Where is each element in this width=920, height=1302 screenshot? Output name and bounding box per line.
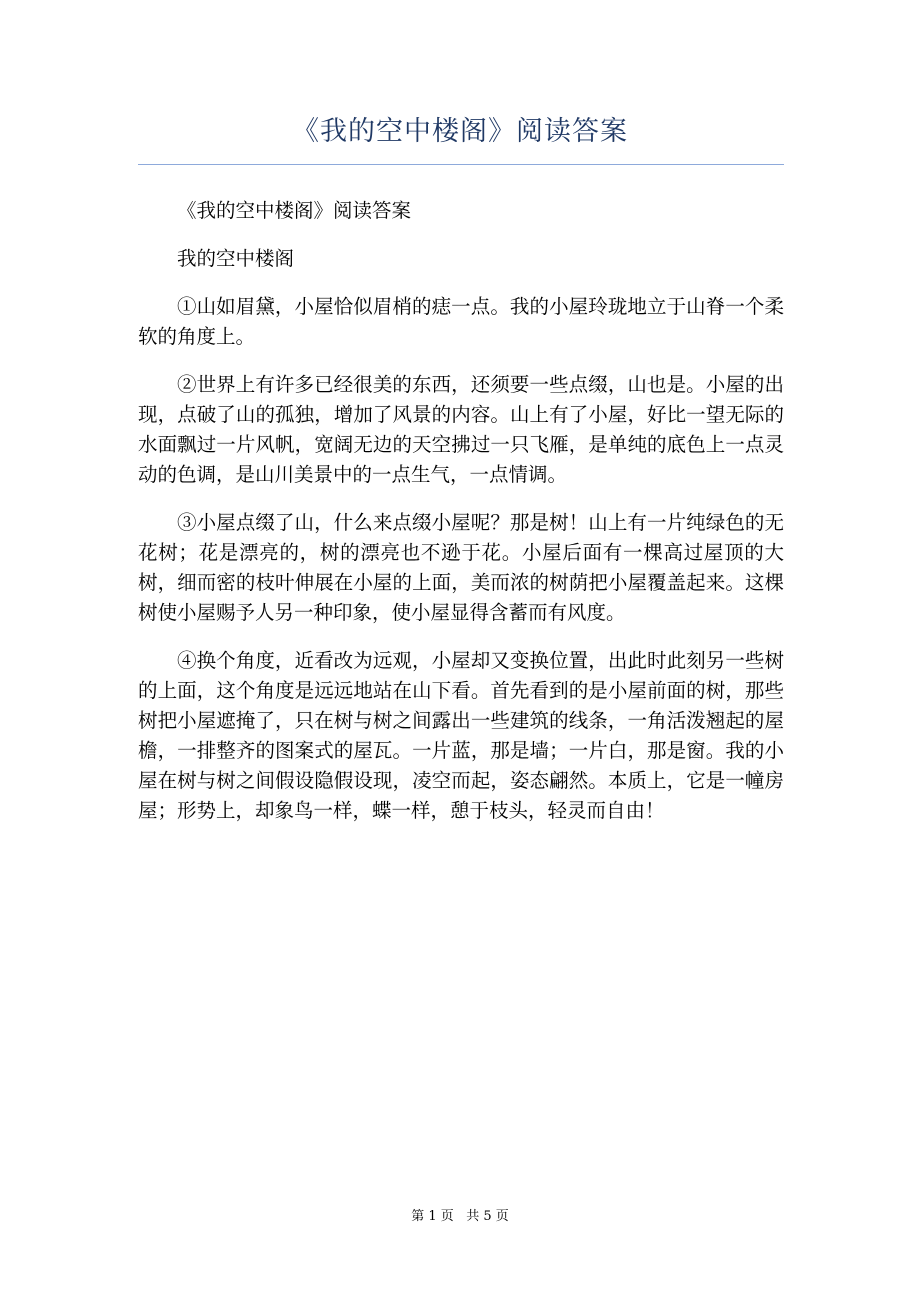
paragraph-1: ①山如眉黛，小屋恰似眉梢的痣一点。我的小屋玲珑地立于山脊一个柔软的角度上。 — [138, 295, 784, 348]
document-body — [138, 196, 784, 844]
title-divider — [138, 164, 784, 165]
paragraph-2: ②世界上有许多已经很美的东西，还须要一些点缀，山也是。小屋的出现，点破了山的孤独，增加了风景的内容。山上有了小屋，好比一望无际的水面飘过一片风帆，宽阔无边的天空拂过一只飞雁，是单纯的底色上一点灵动的色调，是山川美景中的一点生气，一点情调。 — [138, 373, 784, 486]
page-number: 第 1 页 — [411, 1209, 454, 1224]
paragraph-heading: 《我的空中楼阁》阅读答案 — [177, 199, 412, 222]
paragraph-3: ③小屋点缀了山，什么来点缀小屋呢？那是树！山上有一片纯绿色的无花树；花是漂亮的，树的漂亮也不逊于花。小屋后面有一棵高过屋顶的大树，细而密的枝叶伸展在小屋的上面，美而浓的树荫把小屋覆盖起来。这棵树使小屋赐予人另一种印象，使小屋显得含蓄而有风度。 — [138, 511, 784, 624]
paragraph-4: ④换个角度，近看改为远观，小屋却又变换位置，出此时此刻另一些树的上面，这个角度是远远地站在山下看。首先看到的是小屋前面的树，那些树把小屋遮掩了，只在树与树之间露出一些建筑的线条，一角活泼翘起的屋檐，一排整齐的图案式的屋瓦。一片蓝，那是墙；一片白，那是窗。我的小屋在树与树之间假设隐假设现，凌空而起，姿态翩然。本质上，它是一幢房屋；形势上，却象鸟一样，蝶一样，憩于枝头，轻灵而自由！ — [138, 649, 784, 822]
paragraph-subtitle: 我的空中楼阁 — [177, 247, 295, 270]
page-title: 《我的空中楼阁》阅读答案 — [292, 116, 628, 147]
page-total: 共 5 页 — [466, 1209, 509, 1224]
page-footer — [0, 1208, 920, 1226]
